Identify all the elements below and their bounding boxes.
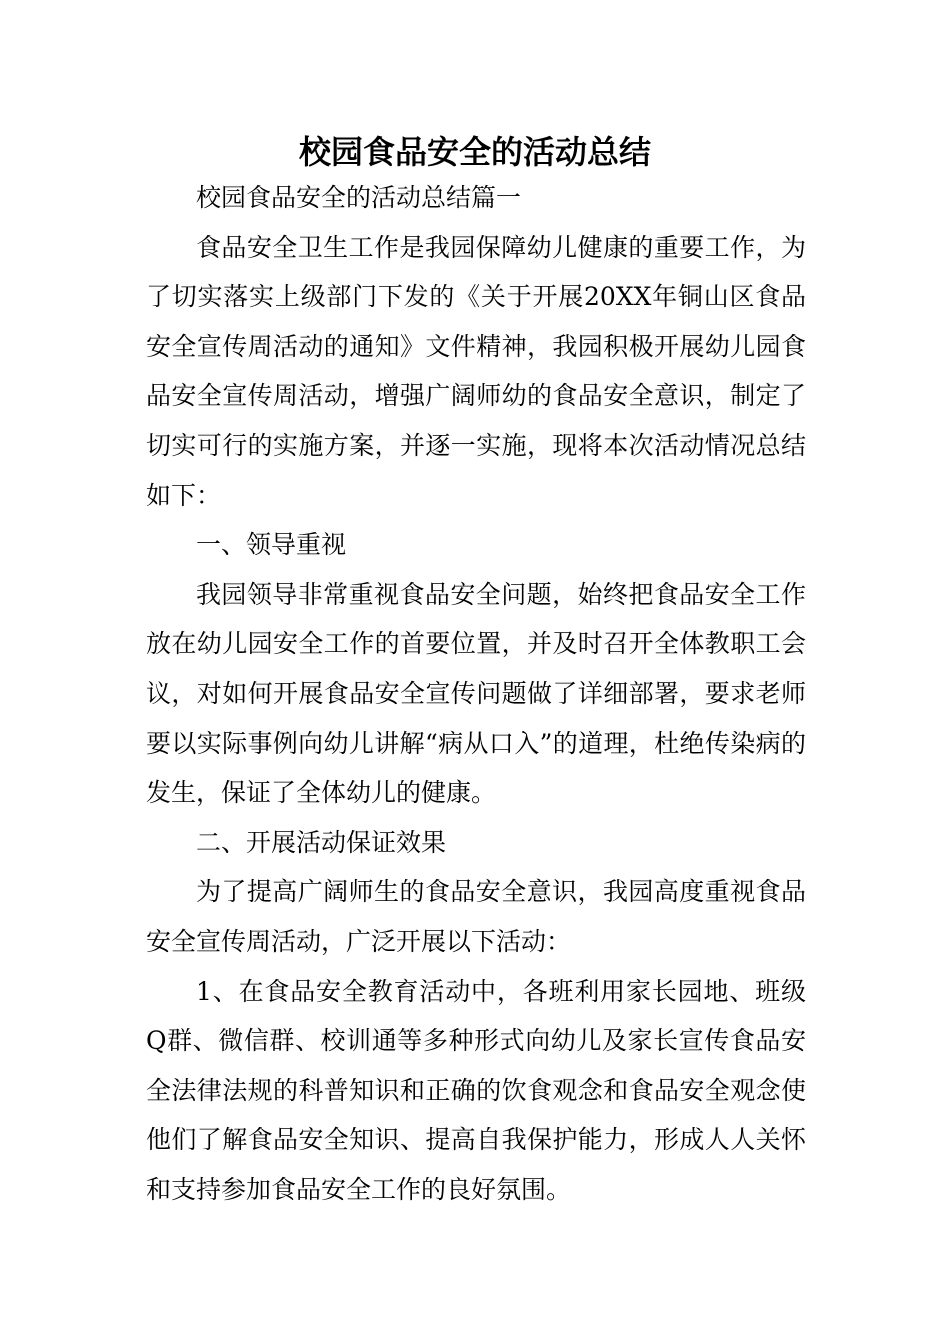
paragraph: 为了提高广阔师生的食品安全意识，我园高度重视食品安全宣传周活动，广泛开展以下活动：	[146, 877, 806, 956]
paragraph: 我园领导非常重视食品安全问题，始终把食品安全工作放在幼儿园安全工作的首要位置，并及时召开全体教职工会议，对如何开展食品安全宣传问题做了详细部署，要求老师要以实际事例向幼儿讲解“病从口入”的道理，杜绝传染病的发生，保证了全体幼儿的健康。	[146, 579, 806, 808]
paragraph: 食品安全卫生工作是我园保障幼儿健康的重要工作，为了切实落实上级部门下发的《关于开展20XX年铜山区食品安全宣传周活动的通知》文件精神，我园积极开展幼儿园食品安全宣传周活动，增强广阔师幼的食品安全意识，制定了切实可行的实施方案，并逐一实施，现将本次活动情况总结如下：	[146, 232, 806, 510]
document-body	[146, 173, 806, 1214]
section-heading: 校园食品安全的活动总结篇一	[196, 183, 522, 212]
section-heading: 一、领导重视	[196, 530, 347, 560]
paragraph: 1、在食品安全教育活动中，各班利用家长园地、班级Q群、微信群、校训通等多种形式向幼儿及家长宣传食品安全法律法规的科普知识和正确的饮食观念和食品安全观念使他们了解食品安全知识、提高自我保护能力，形成人人关怀和支持参加食品安全工作的良好氛围。	[146, 976, 806, 1204]
document-title: 校园食品安全的活动总结	[298, 133, 651, 171]
section-heading: 二、开展活动保证效果	[196, 827, 447, 857]
